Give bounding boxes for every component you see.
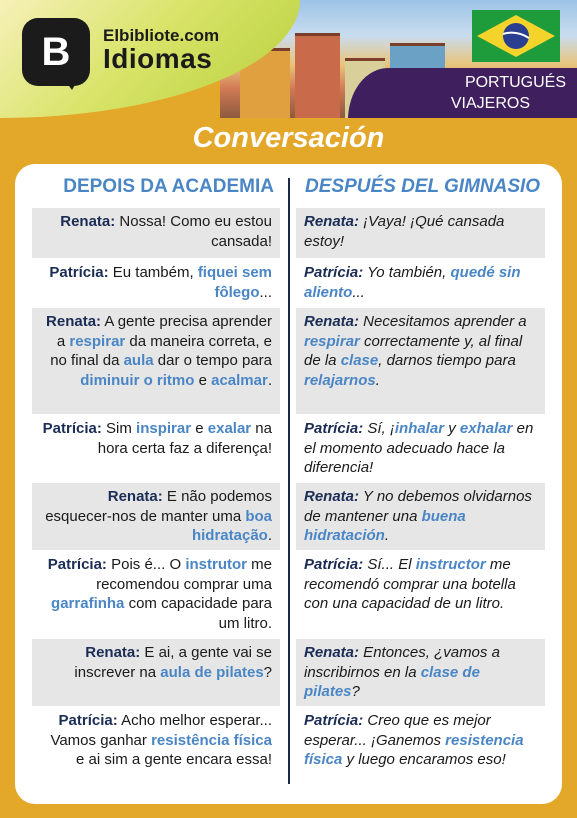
header	[0, 0, 577, 118]
portuguese-line	[32, 551, 280, 638]
dialogue-text: Eu também,	[108, 264, 198, 281]
dialogue-text: Pois é... O	[106, 556, 186, 573]
dialogue-text: Acho melhor esperar... Vamos ganhar	[50, 712, 272, 749]
dialogue-text: da maneira correta, e no final da	[50, 332, 272, 369]
speaker-name: Renata:	[304, 313, 360, 330]
language-level: VIAJEROS	[450, 95, 530, 112]
highlighted-term: instructor	[415, 556, 486, 573]
dialogue-text: Y no debemos olvidarnos de mantener una	[304, 488, 532, 525]
highlighted-term: instrutor	[185, 556, 247, 573]
dialogue-text: dar o tempo para	[153, 352, 272, 369]
spanish-line	[296, 308, 545, 414]
highlighted-term: quedé sin aliento	[304, 264, 521, 301]
portuguese-line	[32, 639, 280, 706]
dialogue-text: en el momento adecuado hace la diferencia!	[304, 420, 534, 476]
column-header-portuguese: DEPOIS DA ACADEMIA	[63, 176, 274, 197]
speaker-name: Renata:	[60, 213, 116, 230]
highlighted-term: clase de pilates	[304, 663, 480, 700]
portuguese-line	[32, 483, 280, 550]
highlighted-term: boa hidratação	[191, 507, 272, 544]
spanish-line	[296, 707, 545, 789]
portuguese-line	[32, 415, 280, 482]
highlighted-term: respirar	[69, 332, 126, 350]
portuguese-line	[32, 308, 280, 414]
brand-site: Elbibliote.com	[103, 26, 220, 45]
dialogue-text: me recomendou comprar uma	[96, 556, 272, 593]
dialogue-text: me recomendó comprar una botella con una capacidad de un litro.	[304, 556, 516, 612]
brazil-flag-icon	[472, 10, 560, 62]
highlighted-term: relajarnos	[304, 371, 376, 389]
speaker-name: Patrícia:	[58, 712, 118, 729]
highlighted-term: garrafinha	[51, 595, 125, 612]
dialogue-text: y luego encaramos eso!	[342, 751, 506, 768]
dialogue-text: Sí... El	[363, 556, 416, 573]
speaker-name: Renata:	[304, 488, 360, 505]
brand-title: Idiomas	[103, 43, 213, 74]
dialogue-text: ...	[259, 283, 272, 301]
speaker-name: Renata:	[85, 644, 141, 661]
speaker-name: Patrícia:	[304, 556, 364, 573]
dialogue-text: .	[384, 527, 390, 544]
dialogue-text: na hora certa faz a diferença!	[97, 420, 272, 457]
spanish-line	[296, 208, 545, 258]
dialogue-text: ¡Vaya! ¡Qué cansada estoy!	[304, 213, 505, 250]
dialogue-text: com capacidade para um litro.	[124, 595, 272, 632]
highlighted-term: clase	[340, 352, 379, 369]
highlighted-term: acalmar	[211, 371, 268, 389]
highlighted-term: exhalar	[459, 420, 513, 437]
dialogue-text: , darnos tiempo para	[378, 352, 516, 369]
speaker-name: Renata:	[304, 213, 360, 230]
dialogue-text: .	[375, 371, 380, 389]
speaker-name: Renata:	[304, 644, 360, 661]
spanish-line	[296, 415, 545, 482]
spanish-line	[296, 259, 545, 307]
dialogue-text: E não podemos esquecer-nos de manter uma	[45, 488, 272, 525]
logo-tail	[62, 76, 80, 90]
dialogue-text: Creo que es mejor esperar... ¡Ganemos	[304, 712, 491, 749]
logo-letter: B	[41, 29, 71, 74]
speaker-name: Patrícia:	[42, 420, 102, 437]
highlighted-term: aula de pilates	[160, 663, 264, 681]
highlighted-term: buena hidratación	[304, 507, 466, 544]
dialogue-text: ...	[352, 283, 365, 301]
dialogue-text: e	[191, 420, 208, 437]
dialogue-text: ?	[351, 683, 360, 700]
dialogue-text: Sim	[101, 420, 137, 437]
portuguese-line	[32, 208, 280, 258]
dialogue-text: .	[267, 371, 272, 389]
speaker-name: Renata:	[46, 313, 102, 330]
dialogue-text: Nossa! Como eu estou cansada!	[115, 213, 272, 250]
dialogue-text: ?	[263, 663, 272, 681]
dialogue-text: e ai sim a gente encara essa!	[76, 751, 272, 768]
dialogue-text: y	[444, 420, 460, 437]
spanish-line	[296, 639, 545, 706]
dialogue-text: Entonces, ¿vamos a inscribirnos en la	[304, 644, 500, 681]
dialogue-text: correctamente y, al final de la	[304, 332, 523, 369]
highlighted-term: inspirar	[136, 420, 192, 437]
speaker-name: Patrícia:	[47, 556, 107, 573]
dialogue-text: Necesitamos aprender a	[359, 313, 527, 330]
spanish-line	[296, 483, 545, 550]
speaker-name: Patrícia:	[49, 264, 109, 281]
highlighted-term: inhalar	[394, 420, 445, 437]
language-name: PORTUGUÉS	[464, 74, 566, 91]
speaker-name: Patrícia:	[304, 420, 364, 437]
speaker-name: Renata:	[107, 488, 163, 505]
column-divider	[288, 178, 290, 784]
highlighted-term: resistência física	[151, 731, 272, 749]
dialogue-text: Yo también,	[363, 264, 451, 281]
spanish-line	[296, 551, 545, 638]
highlighted-term: resistencia física	[304, 731, 524, 768]
speaker-name: Patrícia:	[304, 264, 364, 281]
dialogue-text: e	[194, 371, 212, 389]
highlighted-term: diminuir o ritmo	[80, 371, 195, 389]
page-title: Conversación	[192, 122, 385, 154]
portuguese-line	[32, 707, 280, 789]
column-header-spanish: DESPUÉS DEL GIMNASIO	[305, 176, 541, 197]
highlighted-term: aula	[123, 352, 154, 369]
dialogue-text: E ai, a gente vai se inscrever na	[74, 644, 272, 681]
dialogue-text: Sí, ¡	[363, 420, 395, 437]
dialogue-text: .	[267, 527, 272, 544]
speaker-name: Patrícia:	[304, 712, 364, 729]
highlighted-term: fiquei sem fôlego	[197, 264, 272, 301]
highlighted-term: exalar	[207, 420, 252, 437]
dialogue-text: A gente precisa aprender a	[56, 313, 272, 350]
portuguese-line	[32, 259, 280, 307]
highlighted-term: respirar	[304, 332, 360, 350]
